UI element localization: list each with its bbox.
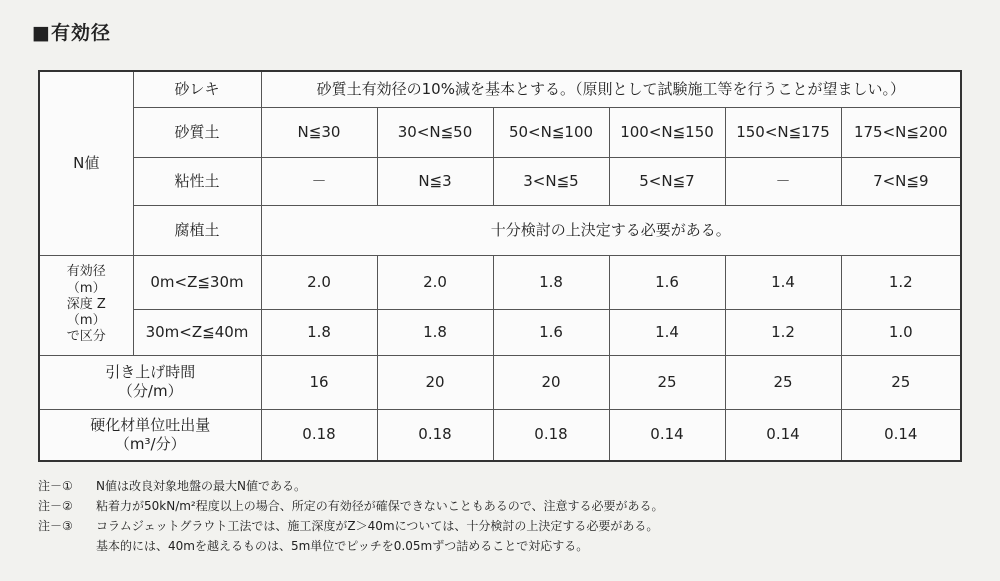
discharge-unit: （m³/分）	[114, 434, 186, 453]
lift-time-value: 20	[377, 355, 493, 409]
diameter-value: 1.6	[609, 255, 725, 309]
lift-time-value: 25	[609, 355, 725, 409]
discharge-value: 0.18	[261, 409, 377, 461]
diameter-value: 1.8	[261, 309, 377, 355]
soil-humus-label: 腐植土	[133, 205, 261, 255]
diameter-value: 1.6	[493, 309, 609, 355]
sand-range-cell: 30<N≦50	[377, 107, 493, 157]
sand-range-cell: 150<N≦175	[725, 107, 841, 157]
footnote-text: N値は改良対象地盤の最大N値である。	[96, 479, 306, 493]
table-row	[39, 355, 961, 409]
diameter-value: 2.0	[261, 255, 377, 309]
humus-note: 十分検討の上決定する必要がある。	[261, 205, 961, 255]
diameter-value: 2.0	[377, 255, 493, 309]
diameter-depth-header	[39, 255, 133, 355]
gravel-note: 砂質土有効径の10%減を基本とする。（原則として試験施工等を行うことが望ましい。）	[261, 71, 961, 107]
footnote-continuation: 基本的には、40mを越えるものは、5m単位でピッチを0.05mずつ詰めることで対応する。	[96, 539, 589, 553]
diameter-label-line: 有効径	[66, 264, 106, 280]
diameter-value: 1.2	[725, 309, 841, 355]
lift-time-unit: （分/m）	[117, 382, 183, 400]
footnote-text: コラムジェットグラウト工法では、施工深度がZ＞40mについては、十分検討の上決定する必要がある。	[96, 519, 659, 533]
clay-range-cell: 7<N≦9	[841, 157, 961, 205]
lift-time-label: 引き上げ時間	[105, 363, 196, 382]
footnote-label: 注－②	[38, 499, 73, 513]
effective-diameter-table	[38, 70, 962, 462]
depth-row-label: 30m<Z≦40m	[133, 309, 261, 355]
discharge-value: 0.14	[609, 409, 725, 461]
table-row	[39, 309, 961, 355]
soil-sand-label: 砂質土	[133, 107, 261, 157]
lift-time-value: 25	[725, 355, 841, 409]
lift-time-value: 16	[261, 355, 377, 409]
soil-gravel-label: 砂レキ	[133, 71, 261, 107]
footnote-label: 注－①	[38, 479, 73, 493]
page-title: ■有効径	[32, 22, 111, 44]
discharge-label: 硬化材単位吐出量	[90, 416, 211, 434]
footnote	[38, 516, 664, 536]
discharge-value: 0.18	[377, 409, 493, 461]
diameter-value: 1.8	[377, 309, 493, 355]
clay-range-cell: －	[261, 157, 377, 205]
clay-range-cell: 5<N≦7	[609, 157, 725, 205]
lift-time-value: 20	[493, 355, 609, 409]
diameter-label-line: （m）	[66, 280, 106, 296]
discharge-value: 0.14	[725, 409, 841, 461]
sand-range-cell: 100<N≦150	[609, 107, 725, 157]
depth-row-label: 0m<Z≦30m	[133, 255, 261, 309]
soil-clay-label: 粘性土	[133, 157, 261, 205]
diameter-value: 1.8	[493, 255, 609, 309]
table-row	[39, 255, 961, 309]
footnotes	[38, 476, 664, 556]
clay-range-cell: N≦3	[377, 157, 493, 205]
sand-range-cell: 175<N≦200	[841, 107, 961, 157]
sand-range-cell: 50<N≦100	[493, 107, 609, 157]
clay-range-cell: －	[725, 157, 841, 205]
lift-time-header	[39, 355, 261, 409]
diameter-label-line: （m）	[66, 313, 106, 329]
footnote	[38, 496, 664, 516]
clay-range-cell: 3<N≦5	[493, 157, 609, 205]
diameter-label-line: で区分	[66, 329, 106, 345]
diameter-value: 1.0	[841, 309, 961, 355]
diameter-label-line: 深度 Z	[66, 296, 106, 312]
discharge-value: 0.18	[493, 409, 609, 461]
diameter-value: 1.4	[725, 255, 841, 309]
discharge-value: 0.14	[841, 409, 961, 461]
discharge-header	[39, 409, 261, 461]
table-row	[39, 157, 961, 205]
diameter-value: 1.4	[609, 309, 725, 355]
n-value-header: N値	[39, 71, 133, 255]
sand-range-cell: N≦30	[261, 107, 377, 157]
lift-time-value: 25	[841, 355, 961, 409]
table-row	[39, 409, 961, 461]
diameter-value: 1.2	[841, 255, 961, 309]
footnote	[38, 476, 664, 496]
footnote-label: 注－③	[38, 519, 73, 533]
footnote-text: 粘着力が50kN/m²程度以上の場合、所定の有効径が確保できないこともあるので、注意する必要がある。	[96, 499, 664, 513]
table-row	[39, 107, 961, 157]
